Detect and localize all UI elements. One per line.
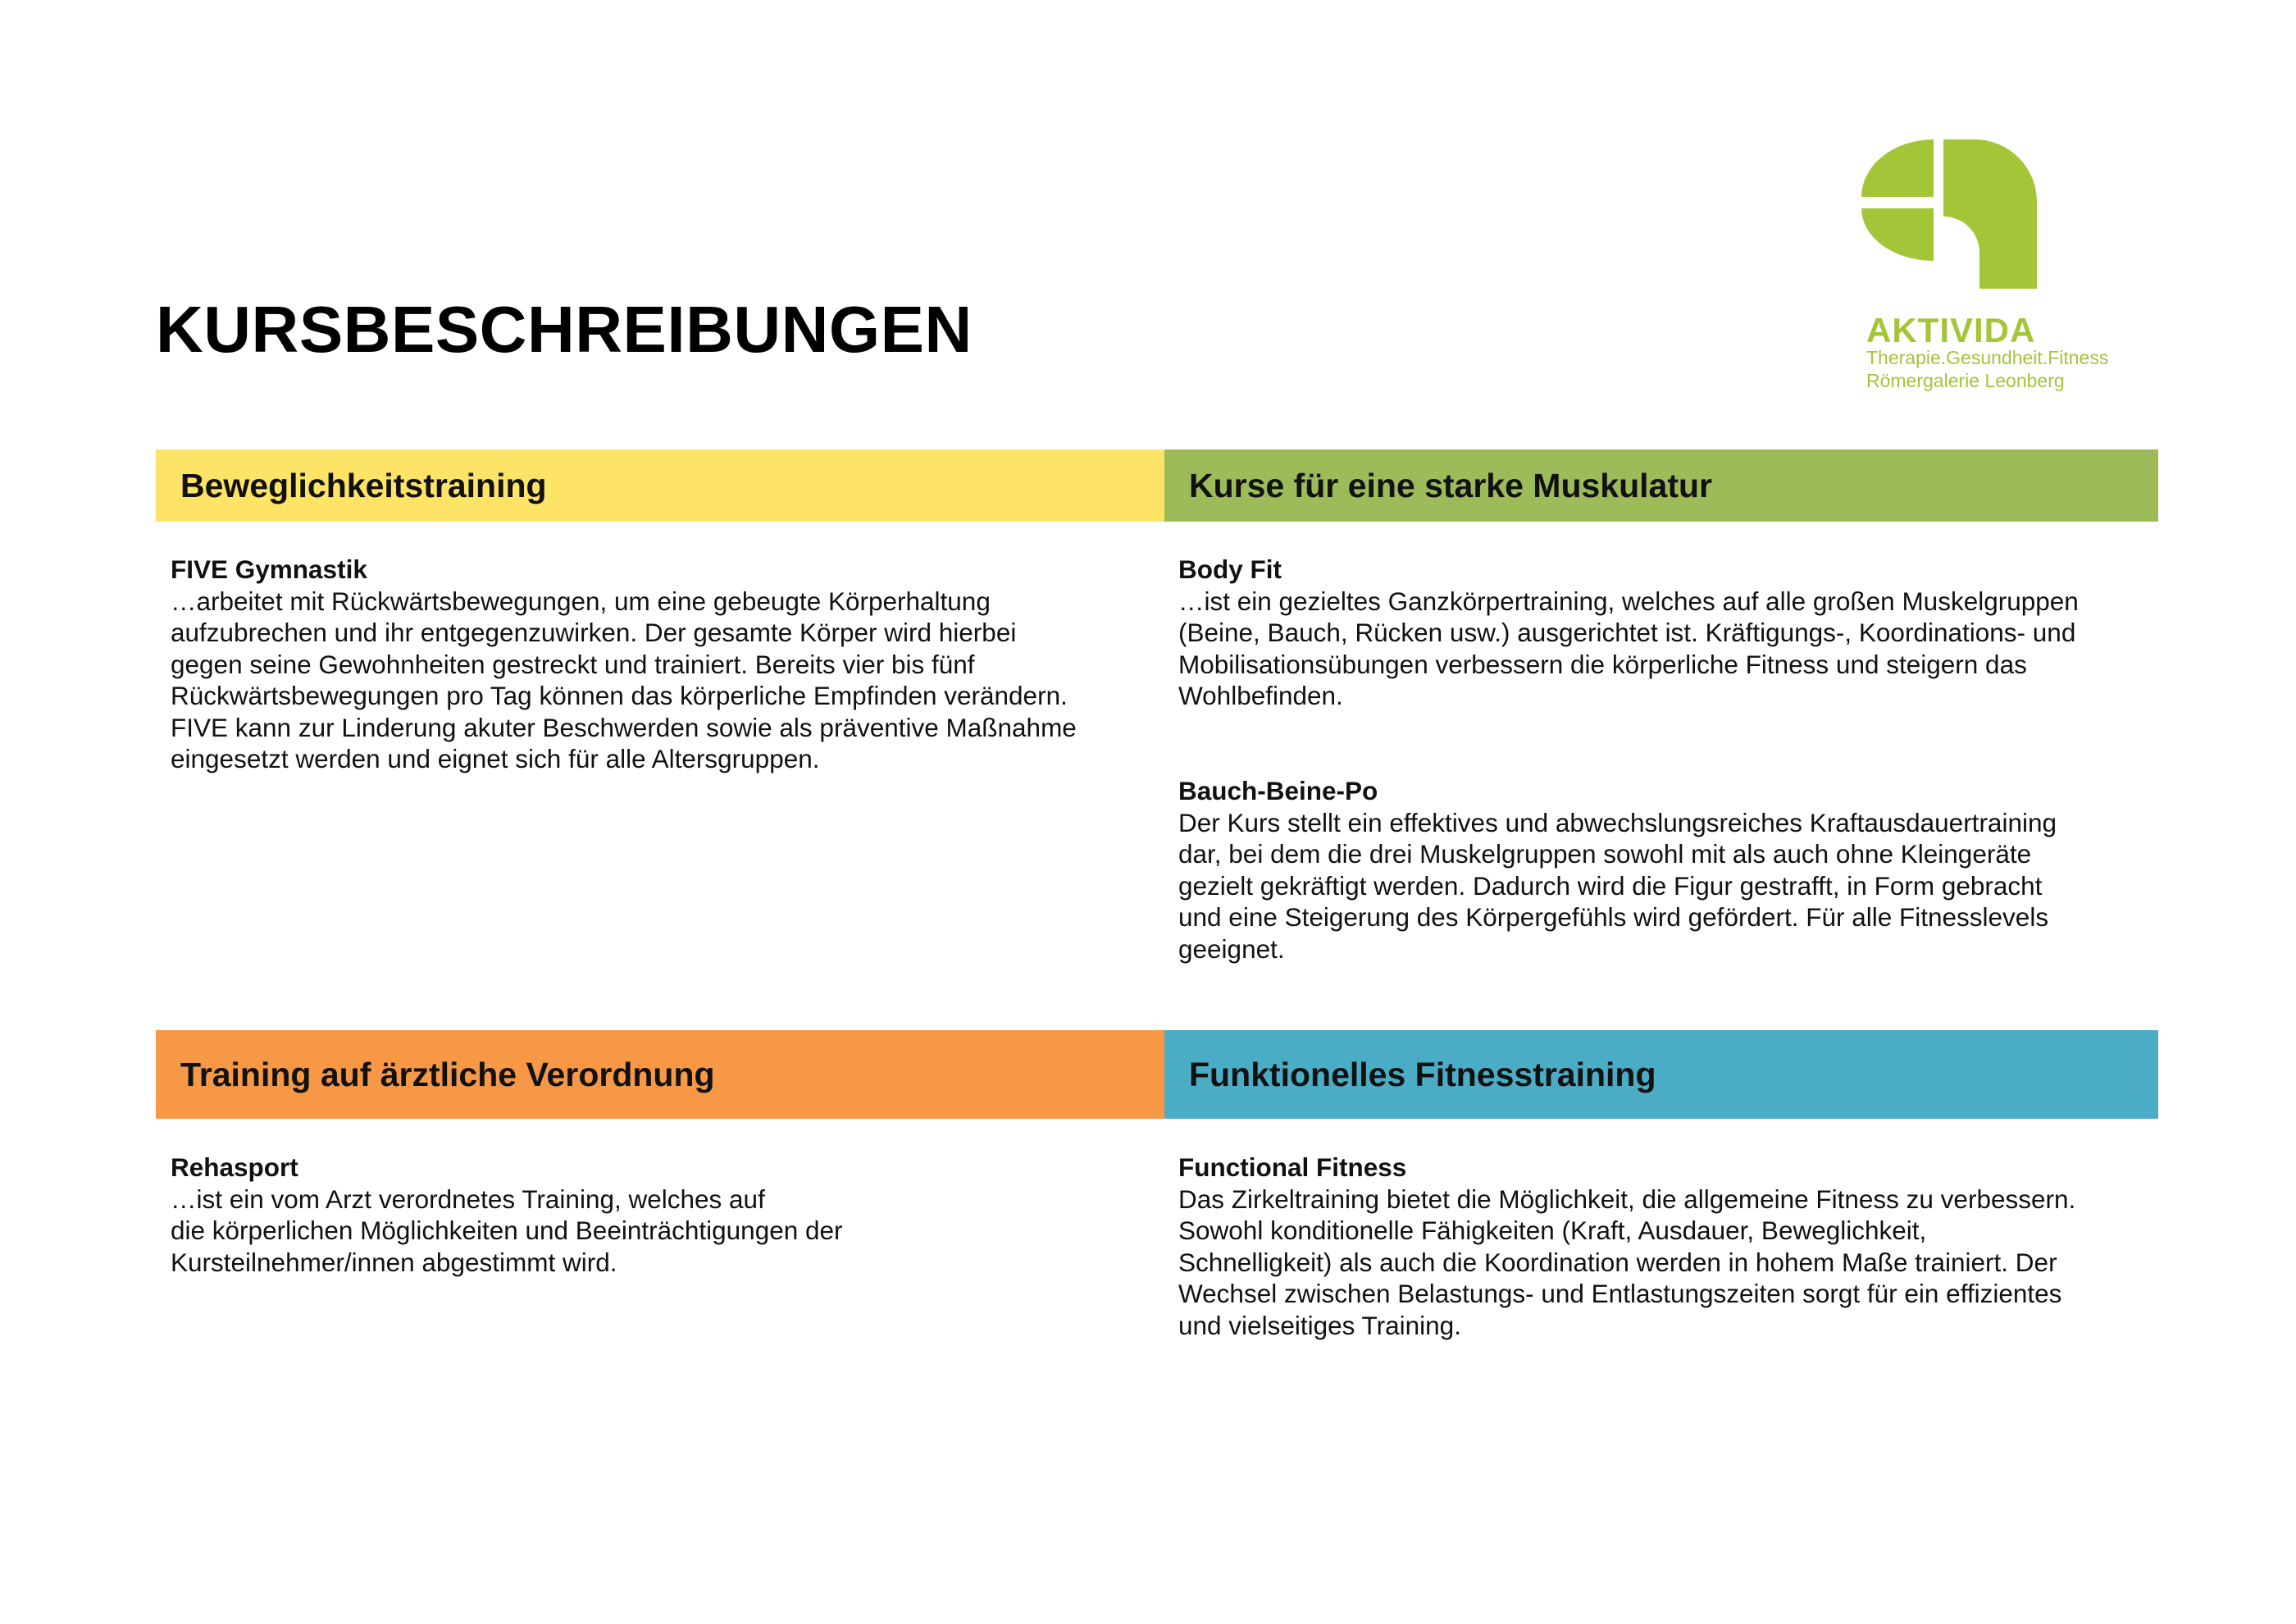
course-name: Bauch-Beine-Po	[1178, 776, 1378, 805]
logo-location: Römergalerie Leonberg	[1866, 370, 2065, 391]
description-line: (Beine, Bauch, Rücken usw.) ausgerichtet ist. Kräftigungs-, Koordinations- und	[1178, 618, 2076, 647]
description-line: dar, bei dem die drei Muskelgruppen sowohl mit als auch ohne Kleingeräte	[1178, 839, 2032, 869]
course-name: Body Fit	[1178, 554, 1282, 584]
section-header-beweglichkeitstraining	[156, 449, 1164, 522]
leaf-logo-icon	[1861, 139, 2037, 289]
course-description	[171, 1184, 991, 1279]
course-description	[1178, 807, 2158, 965]
description-line: Kursteilnehmer/innen abgestimmt wird.	[171, 1247, 617, 1277]
description-line: eingesetzt werden und eignet sich für alle Altersgruppen.	[171, 744, 820, 773]
course-description	[1178, 586, 2158, 712]
course-description	[1178, 1184, 2158, 1342]
description-line: und vielseitiges Training.	[1178, 1310, 1461, 1340]
description-line: und eine Steigerung des Körpergefühls wird gefördert. Für alle Fitnesslevels	[1178, 902, 2049, 932]
section-heading: Beweglichkeitstraining	[180, 466, 547, 504]
course-description	[171, 586, 1163, 775]
description-line: FIVE kann zur Linderung akuter Beschwerden sowie als präventive Maßnahme	[171, 712, 1077, 742]
section-heading: Training auf ärztliche Verordnung	[180, 1055, 715, 1093]
description-line: Wohlbefinden.	[1178, 681, 1343, 710]
logo-tagline: Therapie.Gesundheit.Fitness	[1866, 347, 2109, 368]
course-name: Functional Fitness	[1178, 1152, 1407, 1182]
description-line: …ist ein vom Arzt verordnetes Training, welches auf	[171, 1184, 765, 1214]
course-five-gymnastik	[171, 554, 1163, 775]
description-line: Das Zirkeltraining bietet die Möglichkeit, die allgemeine Fitness zu verbessern.	[1178, 1184, 2076, 1214]
section-header-aerztliche-verordnung	[156, 1030, 1164, 1119]
description-line: Der Kurs stellt ein effektives und abwechslungsreiches Kraftausdauertraining	[1178, 807, 2057, 837]
section-header-funktionelles-fitnesstraining	[1164, 1030, 2158, 1119]
description-line: …arbeitet mit Rückwärtsbewegungen, um eine gebeugte Körperhaltung	[171, 586, 991, 616]
section-header-muskulatur	[1164, 449, 2158, 522]
course-rehasport	[171, 1152, 991, 1278]
course-body-fit	[1178, 554, 2158, 712]
description-line: …ist ein gezieltes Ganzkörpertraining, welches auf alle großen Muskelgruppen	[1178, 586, 2079, 616]
section-heading: Kurse für eine starke Muskulatur	[1189, 466, 1712, 504]
description-line: Mobilisationsübungen verbessern die körperliche Fitness und steigern das	[1178, 649, 2027, 679]
course-name: Rehasport	[171, 1152, 298, 1182]
course-name: FIVE Gymnastik	[171, 554, 367, 584]
logo-name: AKTIVIDA	[1866, 311, 2036, 349]
description-line: aufzubrechen und ihr entgegenzuwirken. Der gesamte Körper wird hierbei	[171, 618, 1017, 647]
description-line: geeignet.	[1178, 933, 1285, 964]
description-line: Rückwärtsbewegungen pro Tag können das körperliche Empfinden verändern.	[171, 681, 1068, 710]
description-line: Wechsel zwischen Belastungs- und Entlastungszeiten sorgt für ein effizientes	[1178, 1279, 2062, 1308]
description-line: gezielt gekräftigt werden. Dadurch wird die Figur gestrafft, in Form gebracht	[1178, 870, 2043, 901]
aktivida-logo	[1861, 139, 2140, 402]
description-line: Sowohl konditionelle Fähigkeiten (Kraft, Ausdauer, Beweglichkeit,	[1178, 1216, 1927, 1245]
course-functional-fitness	[1178, 1152, 2158, 1341]
description-line: gegen seine Gewohnheiten gestreckt und trainiert. Bereits vier bis fünf	[171, 649, 975, 679]
course-bauch-beine-po	[1178, 775, 2158, 965]
page-title: KURSBESCHREIBUNGEN	[156, 293, 973, 366]
section-heading: Funktionelles Fitnesstraining	[1189, 1055, 1656, 1093]
description-line: die körperlichen Möglichkeiten und Beeinträchtigungen der	[171, 1216, 843, 1245]
description-line: Schnelligkeit) als auch die Koordination werden in hohem Maße trainiert. Der	[1178, 1247, 2057, 1277]
